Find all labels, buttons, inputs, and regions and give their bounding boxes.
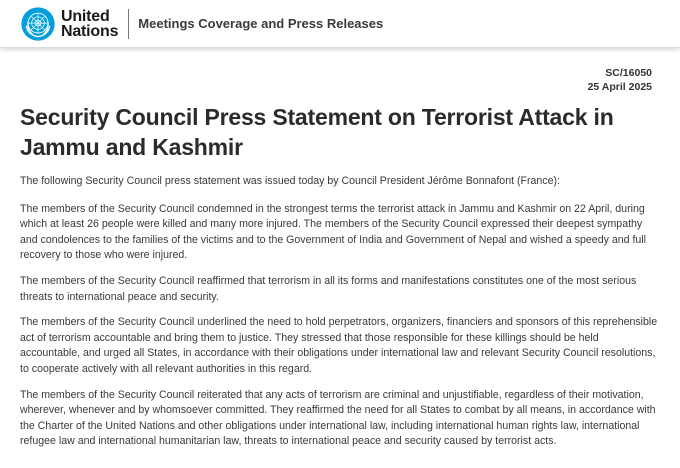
paragraph-intro: The following Security Council press statement was issued today by Council President Jérôme Bonnafont (France):: [20, 175, 560, 187]
section-title-link[interactable]: Meetings Coverage and Press Releases: [138, 16, 384, 31]
article: [0, 48, 680, 450]
paragraph-3: The members of the Security Council underlined the need to hold perpetrators, organizers, financiers and sponsors of this reprehensible act of terrorism accountable and bring them to justice. They stressed that those responsible for these killings should be held accountable, and urged all States, in accordance with their obligations under international law and relevant Security Council resolutions, to cooperate actively with all relevant authorities in this regard.: [20, 316, 658, 375]
org-line-1: United: [61, 7, 110, 25]
site-header: [0, 0, 680, 48]
org-line-2: Nations: [61, 22, 119, 40]
un-emblem-icon: [20, 6, 56, 42]
un-logo-link[interactable]: [20, 6, 118, 42]
page-title: Security Council Press Statement on Terrorist Attack in Jammu and Kashmir: [20, 104, 614, 160]
document-meta: [20, 48, 660, 94]
paragraph-2: The members of the Security Council reaffirmed that terrorism in all its forms and manifestations constitutes one of the most serious threats to international peace and security.: [20, 274, 637, 303]
document-code: SC/16050: [605, 67, 652, 79]
document-date: 25 April 2025: [587, 81, 652, 93]
header-divider: [128, 9, 129, 39]
paragraph-1: The members of the Security Council condemned in the strongest terms the terrorist attack in Jammu and Kashmir on 22 April, during which at least 26 people were killed and many more injured. The members of the Security Council expressed their deepest sympathy and condolences to the families of the victims and to the Government of India and Government of Nepal and wished a speedy and full recovery to those who were injured.: [20, 202, 646, 262]
paragraph-4: The members of the Security Council reiterated that any acts of terrorism are criminal and unjustifiable, regardless of their motivation, wherever, whenever and by whomsoever committed. They reaffirmed the need for all States to combat by all means, in accordance with the Charter of the United Nations and other obligations under international law, including international human rights law, international refugee law and international humanitarian law, threats to international peace and security caused by terrorist acts.: [20, 388, 656, 448]
un-wordmark: [61, 9, 118, 39]
